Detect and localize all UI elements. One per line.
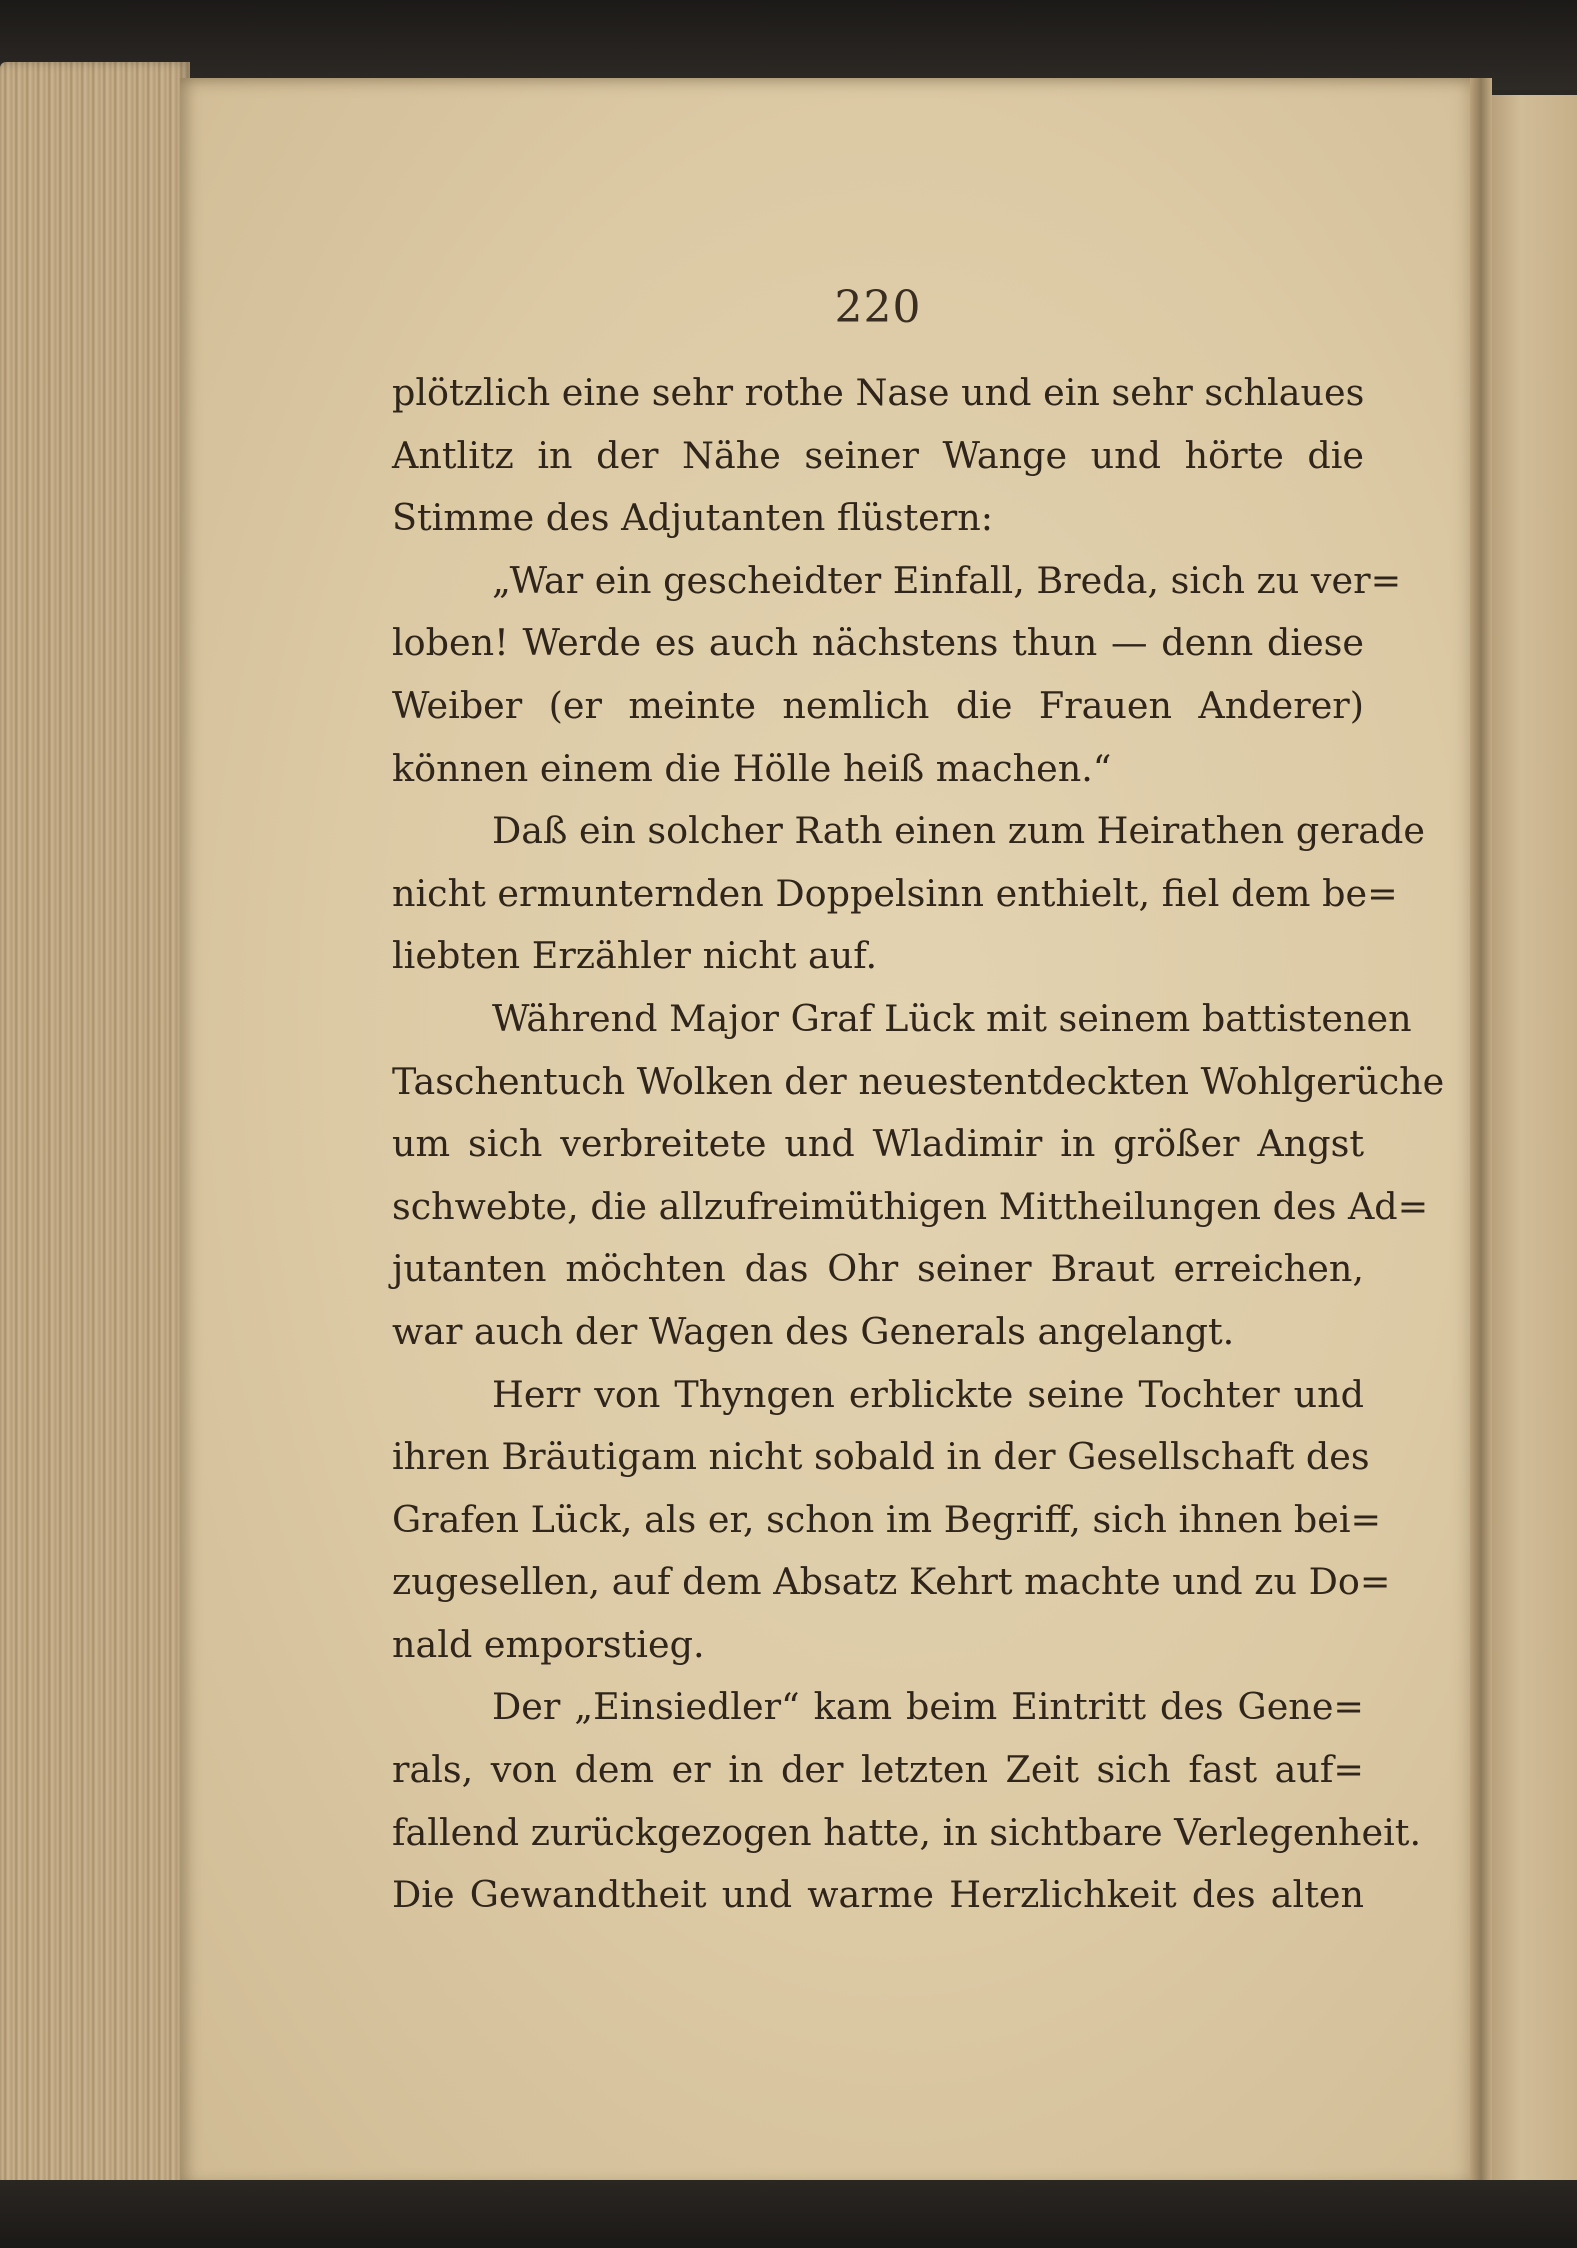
text-line: plötzlich eine sehr rothe Nase und ein sehr schlaues: [392, 371, 1365, 414]
text-line: liebten Erzähler nicht auf.: [392, 934, 878, 978]
page-body-text: [392, 362, 1445, 1927]
text-line: Antlitz in der Nähe seiner Wange und hörte die: [392, 433, 1364, 477]
opposite-page-edge: [1490, 95, 1577, 2185]
text-line: Taschentuch Wolken der neuestentdeckten Wohlgerüche: [392, 1059, 1445, 1103]
page-gutter: [1470, 78, 1492, 2188]
text-line: rals, von dem er in der letzten Zeit sich fast auf=: [392, 1748, 1364, 1792]
text-line: Während Major Graf Lück mit seinem battistenen: [492, 996, 1412, 1040]
text-line: schwebte, die allzufreimüthigen Mittheilungen des Ad=: [392, 1184, 1429, 1228]
text-line: nicht ermunternden Doppelsinn enthielt, fiel dem be=: [392, 871, 1398, 915]
text-line: Daß ein solcher Rath einen zum Heirathen gerade: [492, 809, 1426, 853]
text-line: Weiber (er meinte nemlich die Frauen Anderer): [392, 683, 1364, 727]
text-line: können einem die Hölle heiß machen.“: [392, 746, 1112, 790]
text-line: nald emporstieg.: [392, 1622, 705, 1666]
text-line: um sich verbreitete und Wladimir in größer Angst: [392, 1122, 1364, 1166]
text-line: Grafen Lück, als er, schon im Begriff, sich ihnen bei=: [392, 1497, 1382, 1541]
text-line: ihren Bräutigam nicht sobald in der Gesellschaft des: [392, 1435, 1370, 1479]
text-line: Herr von Thyngen erblickte seine Tochter und: [492, 1372, 1364, 1416]
text-line: Stimme des Adjutanten flüstern:: [392, 496, 994, 540]
text-line: war auch der Wagen des Generals angelangt.: [392, 1309, 1235, 1353]
text-line: zugesellen, auf dem Absatz Kehrt machte und zu Do=: [392, 1560, 1391, 1604]
text-line: „War ein gescheidter Einfall, Breda, sich zu ver=: [492, 558, 1402, 602]
book-cover-top-edge: [0, 0, 1577, 90]
page-number: 220: [834, 282, 922, 333]
text-line: loben! Werde es auch nächstens thun — denn diese: [392, 621, 1364, 665]
text-line: jutanten möchten das Ohr seiner Braut erreichen,: [392, 1247, 1364, 1291]
text-line: Der „Einsiedler“ kam beim Eintritt des Gene=: [492, 1685, 1364, 1729]
text-line: fallend zurückgezogen hatte, in sichtbare Verlegenheit.: [392, 1810, 1422, 1854]
text-line: Die Gewandtheit und warme Herzlichkeit des alten: [392, 1873, 1364, 1917]
book-cover-bottom-edge: [0, 2180, 1577, 2248]
page-stack-fore-edge: [0, 62, 190, 2192]
